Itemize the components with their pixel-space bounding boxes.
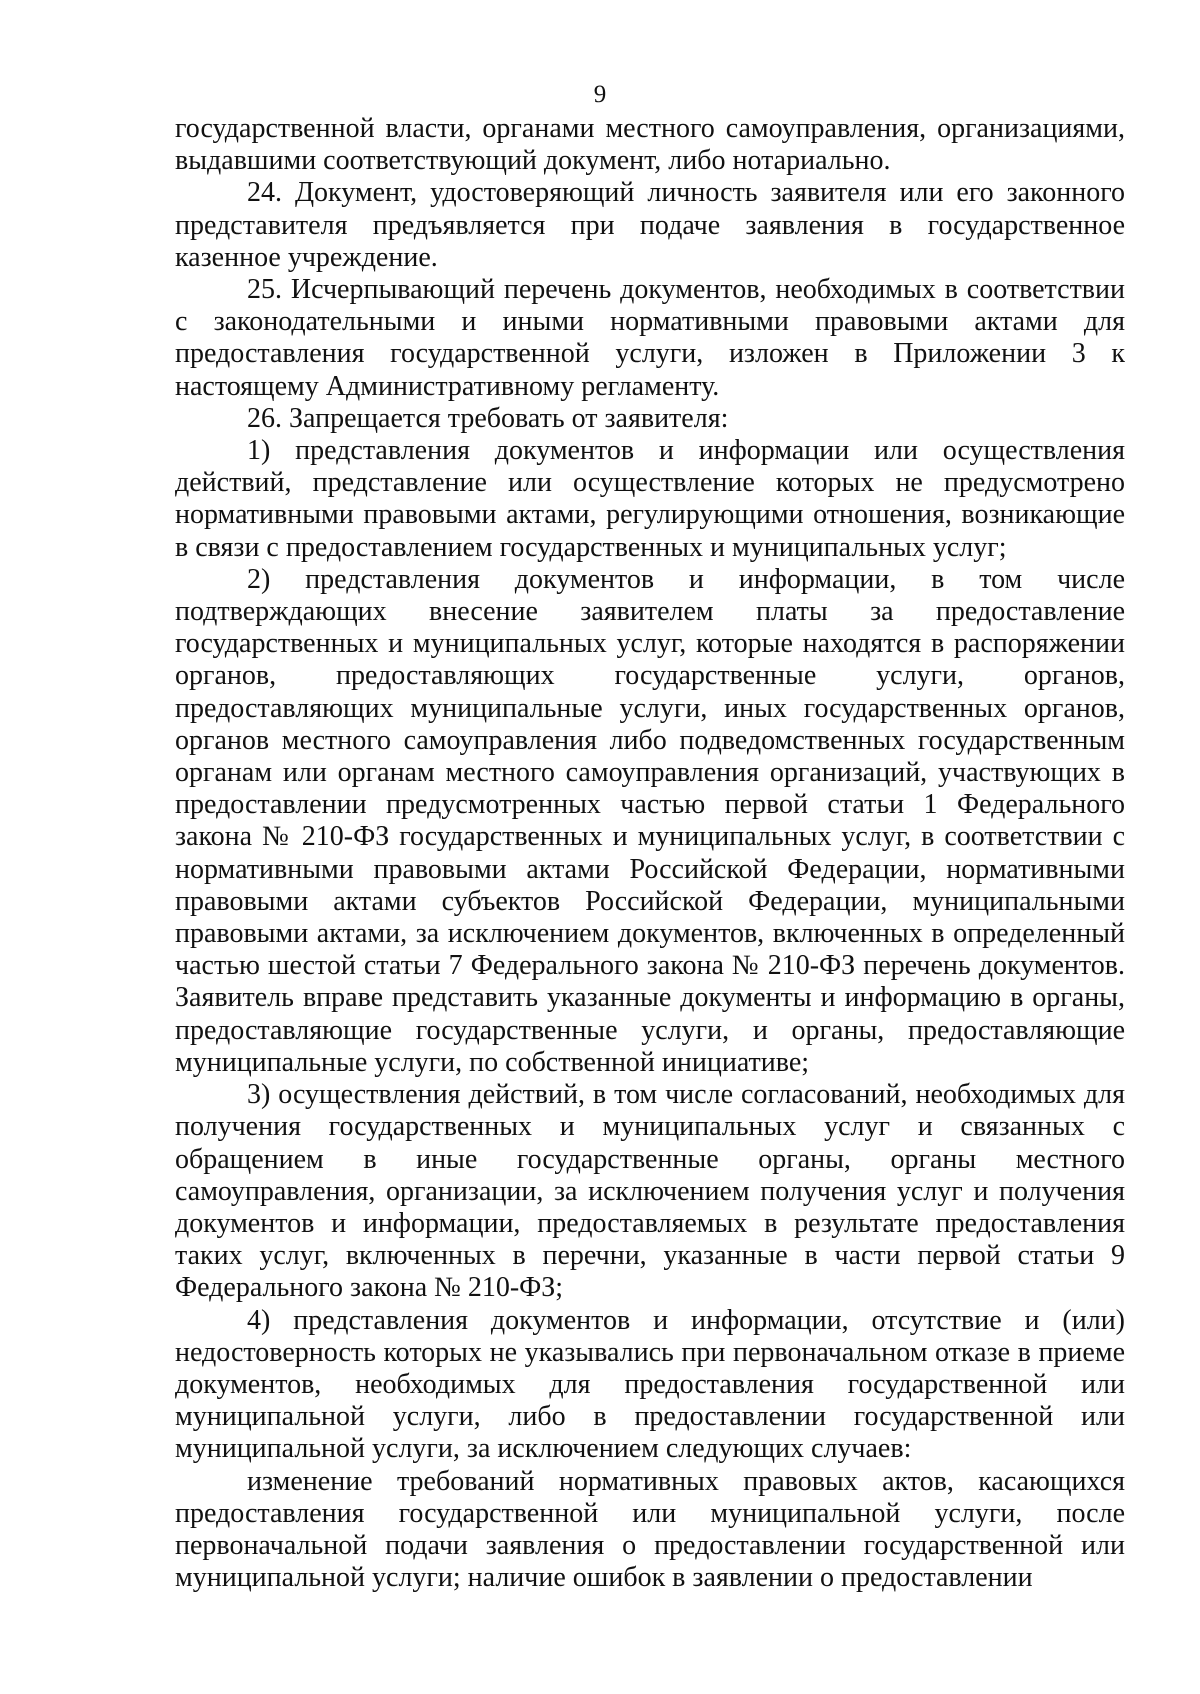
paragraph-subitem-4: 4) представления документов и информации, отсутствие и (или) недостоверность которых не указывались при первоначальном отказе в приеме документов, необходимых для предоставления государственной или муниципальной услуги, либо в предоставлении государственной или муниципальной услуги, за исключением следующих случаев: bbox=[175, 1304, 1125, 1465]
document-body bbox=[175, 113, 1125, 1594]
paragraph-exception-case: изменение требований нормативных правовых актов, касающихся предоставления государственной или муниципальной услуги, после первоначальной подачи заявления о предоставлении государственной или муниципальной услуги; наличие ошибок в заявлении о предоставлении bbox=[175, 1465, 1125, 1594]
paragraph-item-24: 24. Документ, удостоверяющий личность заявителя или его законного представителя предъявляется при подаче заявления в государственное казенное учреждение. bbox=[175, 177, 1125, 273]
paragraph-item-26: 26. Запрещается требовать от заявителя: bbox=[247, 402, 729, 434]
paragraph-subitem-3: 3) осуществления действий, в том числе согласований, необходимых для получения государственных и муниципальных услуг и связанных с обращением в иные государственные органы, органы местного самоуправления, организации, за исключением получения услуг и получения документов и информации, предоставляемых в результате предоставления таких услуг, включенных в перечни, указанные в части первой статьи 9 Федерального закона № 210-ФЗ; bbox=[175, 1079, 1125, 1304]
paragraph-continuation: государственной власти, органами местного самоуправления, организациями, выдавшими соответствующий документ, либо нотариально. bbox=[175, 113, 1125, 177]
paragraph-subitem-1: 1) представления документов и информации или осуществления действий, представление или осуществление которых не предусмотрено нормативными правовыми актами, регулирующими отношения, возникающие в связи с предоставлением государственных и муниципальных услуг; bbox=[175, 435, 1125, 563]
page-number: 9 bbox=[593, 81, 607, 108]
paragraph-item-25: 25. Исчерпывающий перечень документов, необходимых в соответствии с законодательными и иными нормативными правовыми актами для предоставления государственной услуги, изложен в Приложении 3 к настоящему Административному регламенту. bbox=[175, 274, 1125, 402]
paragraph-subitem-2: 2) представления документов и информации, в том числе подтверждающих внесение заявителем платы за предоставление государственных и муниципальных услуг, которые находятся в распоряжении органов, предоставляющих государственные услуги, органов, предоставляющих муниципальные услуги, иных государственных органов, органов местного самоуправления либо подведомственных государственным органам или органам местного самоуправления организаций, участвующих в предоставлении предусмотренных частью первой статьи 1 Федерального закона № 210-ФЗ государственных и муниципальных услуг, в соответствии с нормативными правовыми актами Российской Федерации, нормативными правовыми актами субъектов Российской Федерации, муниципальными правовыми актами, за исключением документов, включенных в определенный частью шестой статьи 7 Федерального закона № 210-ФЗ перечень документов. Заявитель вправе представить указанные документы и информацию в органы, предоставляющие государственные услуги, и органы, предоставляющие муниципальные услуги, по собственной инициативе; bbox=[175, 563, 1125, 1078]
